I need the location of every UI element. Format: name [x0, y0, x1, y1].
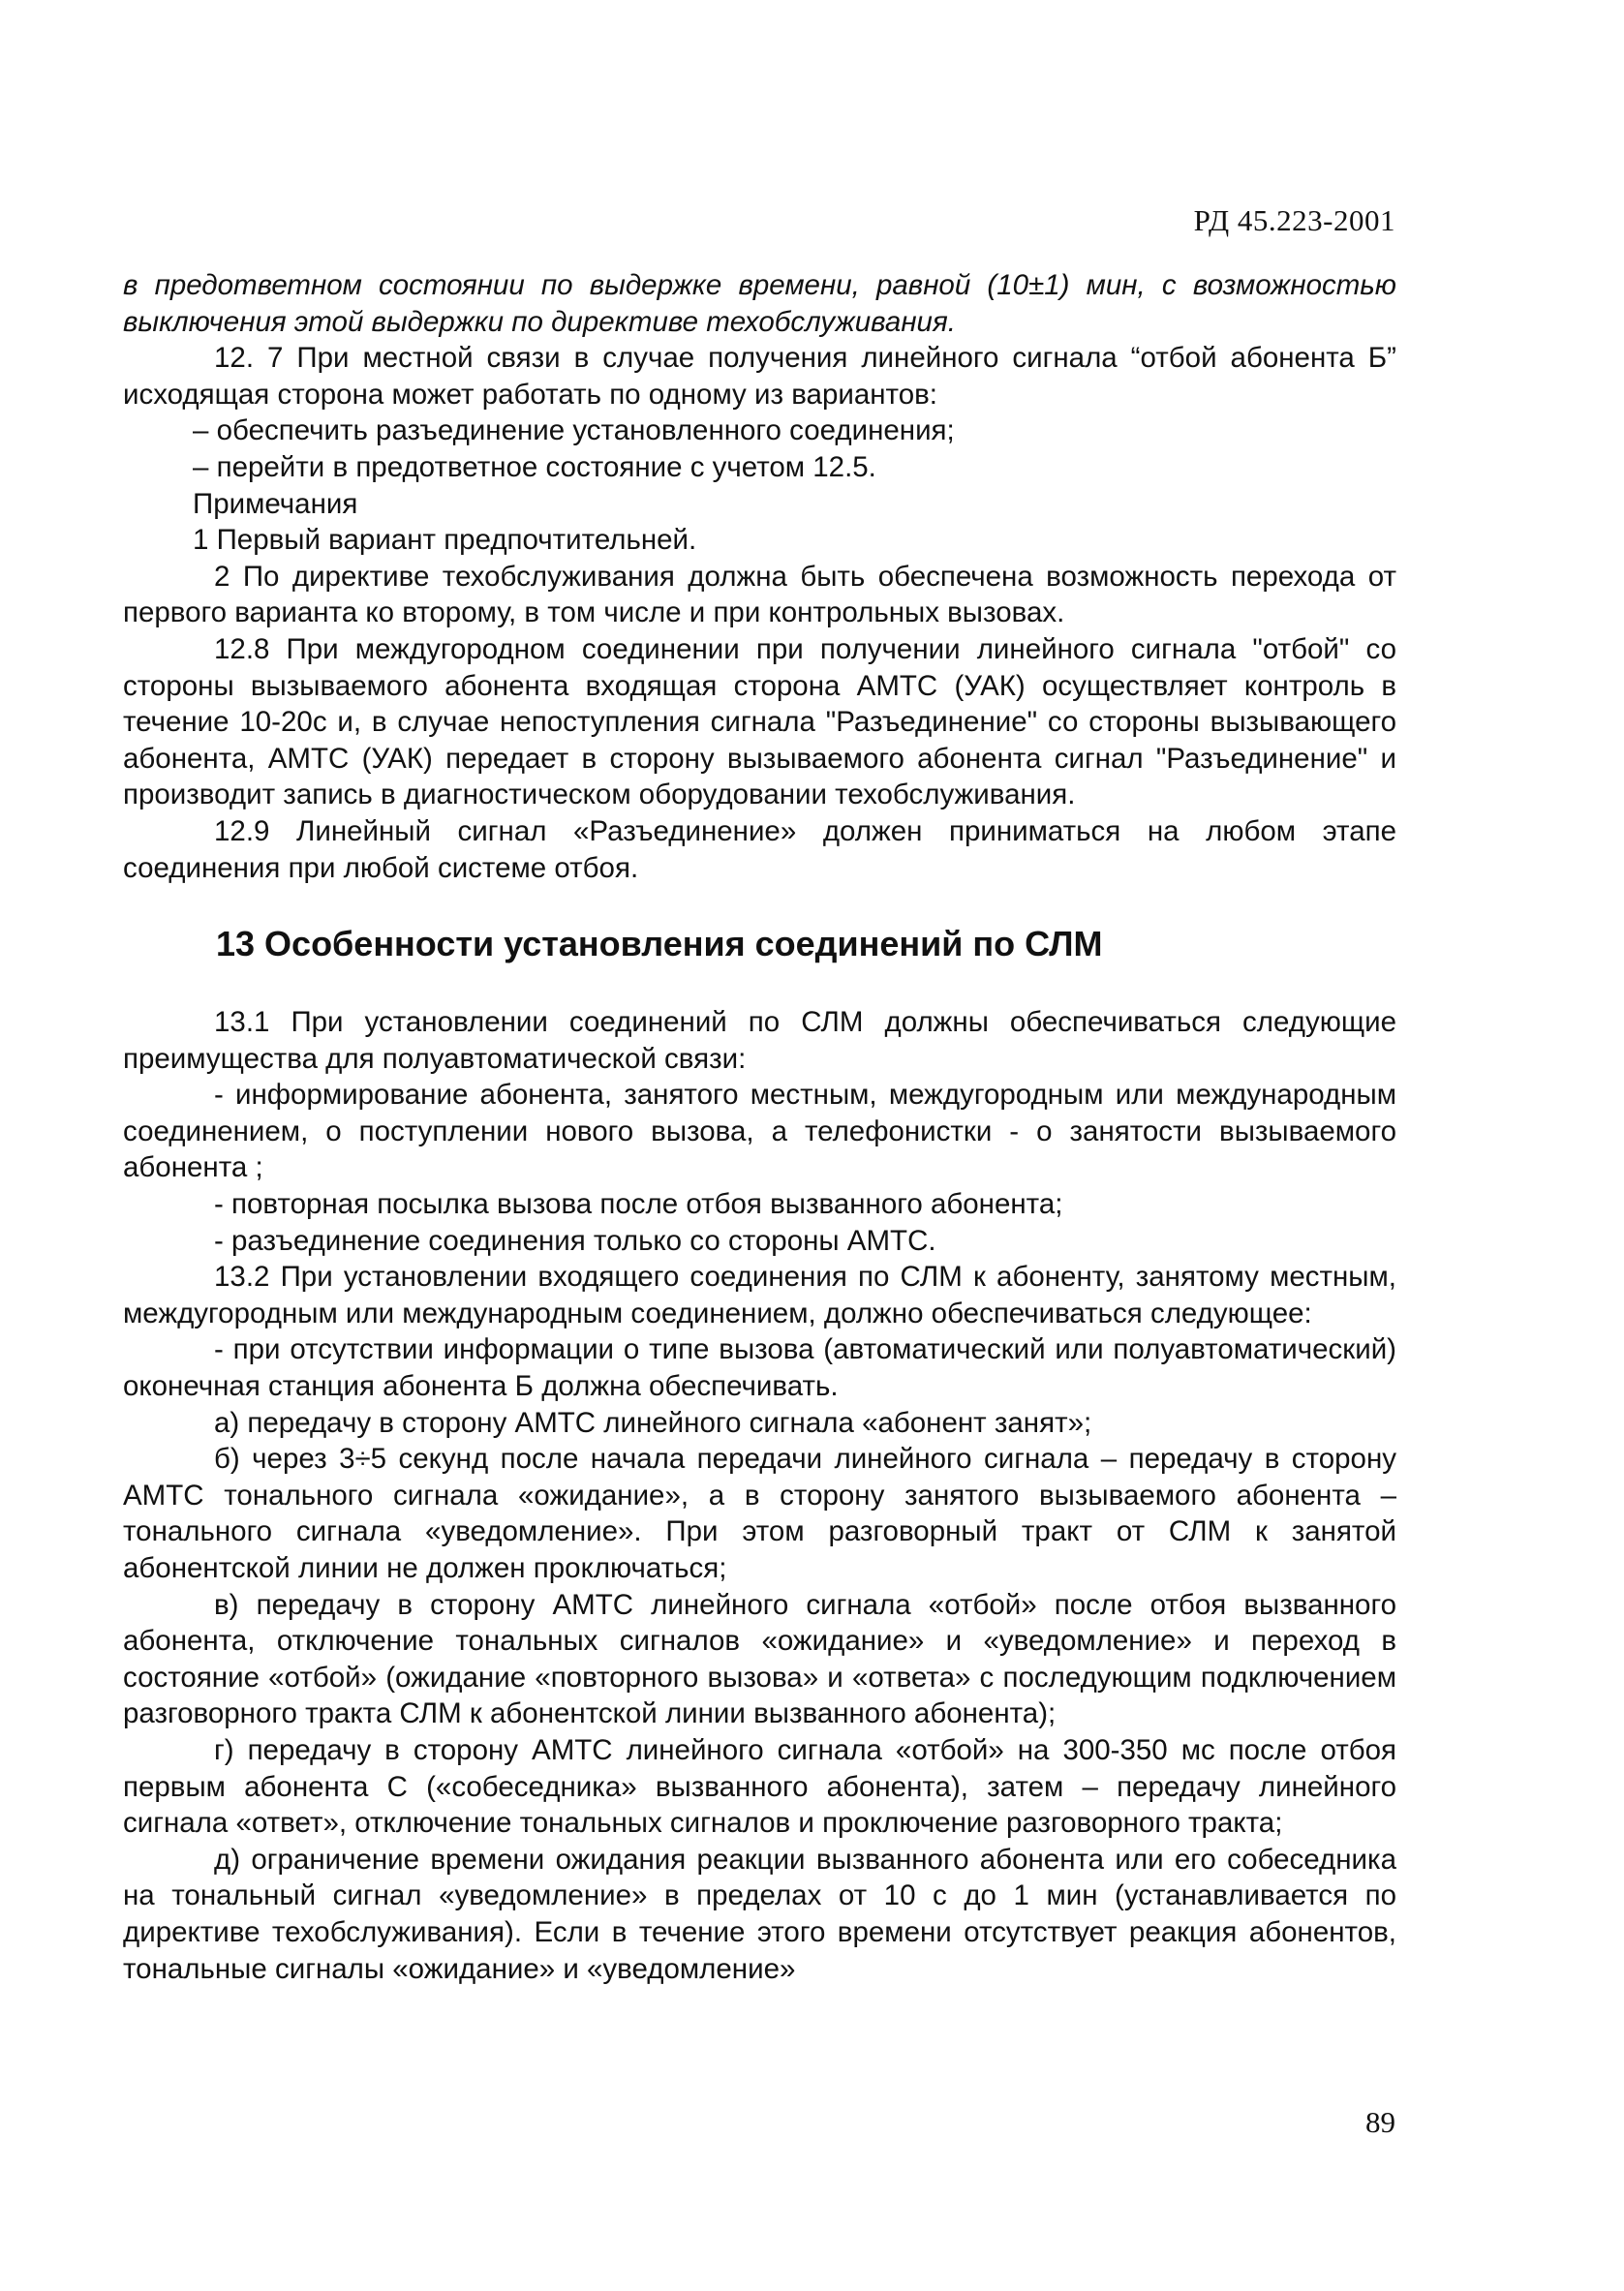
paragraph-12-9: 12.9 Линейный сигнал «Разъединение» должен приниматься на любом этапе соединения при любой системе отбоя.: [123, 814, 1396, 884]
page-number: 89: [1365, 2105, 1395, 2139]
list-item: - разъединение соединения только со стороны АМТС.: [214, 1224, 936, 1257]
notes-title: Примечания: [193, 487, 358, 520]
paragraph-13-1: 13.1 При установлении соединений по СЛМ должны обеспечиваться следующие преимущества для полуавтоматической связи:: [123, 1006, 1396, 1075]
note-item: 1 Первый вариант предпочтительней.: [193, 524, 697, 557]
list-item: - повторная посылка вызова после отбоя вызванного абонента;: [214, 1188, 1063, 1221]
paragraph-12-8: 12.8 При междугородном соединении при получении линейного сигнала "отбой" со стороны вызываемого абонента входящая сторона АМТС (УАК) осуществляет контроль в течение 10-20с и, в случае непоступления сигнала "Разъединение" со стороны вызывающего абонента, АМТС (УАК) передает в сторону вызываемого абонента сигнал "Разъединение" и производит запись в диагностическом оборудовании техобслуживания.: [123, 632, 1396, 811]
document-code: РД 45.223-2001: [1193, 203, 1395, 237]
sub-item-d: д) ограничение времени ожидания реакции вызванного абонента или его собеседника на тональный сигнал «уведомление» в пределах от 10 с до 1 мин (устанавливается по директиве техобслуживания). Если в течение этого времени отсутствует реакция абонентов, тональные сигналы «ожидание» и «уведомление»: [123, 1843, 1396, 1985]
paragraph-13-2: 13.2 При установлении входящего соединения по СЛМ к абоненту, занятому местным, междугородным или международным соединением, должно обеспечиваться следующее:: [123, 1261, 1396, 1329]
sub-item-a: а) передачу в сторону АМТС линейного сигнала «абонент занят»;: [214, 1406, 1092, 1439]
list-item: - при отсутствии информации о типе вызова (автоматический или полуавтоматический) оконечная станция абонента Б должна обеспечивать.: [123, 1333, 1396, 1403]
document-body: [123, 267, 1396, 1987]
section-heading: 13 Особенности установления соединений по СЛМ: [216, 924, 1103, 964]
sub-item-v: в) передачу в сторону АМТС линейного сигнала «отбой» после отбоя вызванного абонента, отключение тональных сигналов «ожидание» и «уведомление» и переход в состояние «отбой» (ожидание «повторного вызова» и «ответа» с последующим подключением разговорного тракта СЛМ к абонентской линии вызванного абонента);: [123, 1588, 1396, 1730]
list-item: - информирование абонента, занятого местным, междугородным или международным соединением, о поступлении нового вызова, а телефонистки - о занятости вызываемого абонента ;: [123, 1079, 1396, 1184]
paragraph-12-7: 12. 7 При местной связи в случае получения линейного сигнала “отбой абонента Б” исходящая сторона может работать по одному из вариантов:: [123, 342, 1396, 411]
option-item: – обеспечить разъединение установленного соединения;: [193, 414, 955, 447]
paragraph-continuation: в предответном состоянии по выдержке времени, равной (10±1) мин, с возможностью выключения этой выдержки по директиве техобслуживания.: [123, 269, 1396, 338]
note-item: 2 По директиве техобслуживания должна быть обеспечена возможность перехода от первого варианта ко второму, в том числе и при контрольных вызовах.: [123, 560, 1396, 629]
sub-item-b: б) через 3÷5 секунд после начала передачи линейного сигнала – передачу в сторону АМТС тонального сигнала «ожидание», а в сторону занятого вызываемого абонента – тонального сигнала «уведомление». При этом разговорный тракт от СЛМ к занятой абонентской линии не должен проключаться;: [123, 1443, 1396, 1584]
option-item: – перейти в предответное состояние с учетом 12.5.: [193, 450, 876, 483]
sub-item-g: г) передачу в сторону АМТС линейного сигнала «отбой» на 300-350 мс после отбоя первым абонента С («собеседника» вызванного абонента), затем – передачу линейного сигнала «ответ», отключение тональных сигналов и проключение разговорного тракта;: [123, 1733, 1396, 1840]
